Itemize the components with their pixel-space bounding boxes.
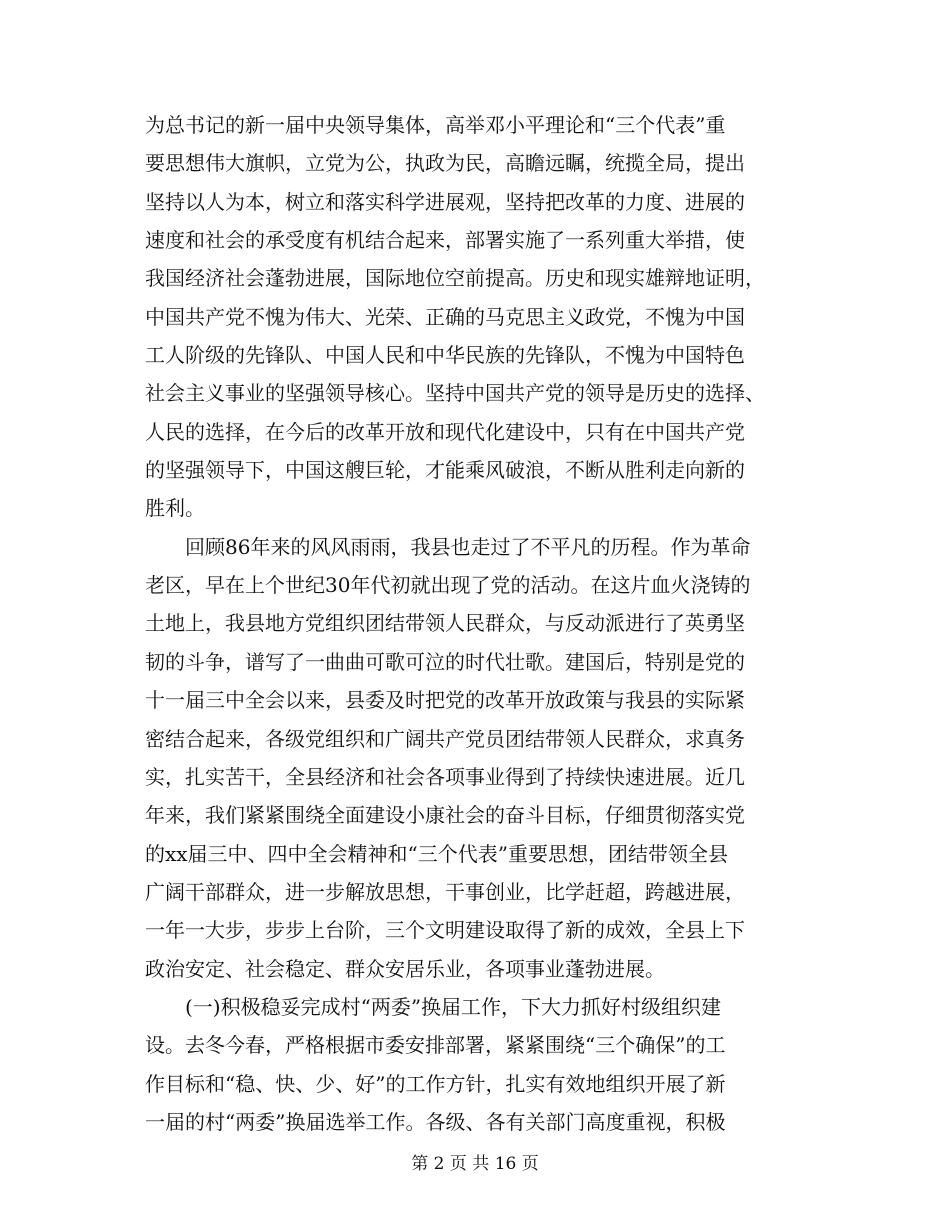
text-line: 中国共产党不愧为伟大、光荣、正确的马克思主义政党，不愧为中国 bbox=[145, 304, 745, 329]
text-line: 土地上，我县地方党组织团结带领人民群众，与反动派进行了英勇坚 bbox=[145, 611, 745, 636]
text-line: 密结合起来，各级党组织和广阔共产党员团结带领人民群众，求真务 bbox=[145, 726, 745, 751]
text-line: 一年一大步，步步上台阶，三个文明建设取得了新的成效，全县上下 bbox=[145, 918, 745, 943]
text-line: 胜利。 bbox=[145, 496, 205, 521]
text-line: 我国经济社会蓬勃进展，国际地位空前提高。历史和现实雄辩地证明， bbox=[145, 266, 765, 291]
text-line: 一届的村“两委”换届选举工作。各级、各有关部门高度重视，积极 bbox=[145, 1109, 726, 1134]
text-line: 人民的选择，在今后的改革开放和现代化建设中，只有在中国共产党 bbox=[145, 419, 745, 444]
text-line: 要思想伟大旗帜，立党为公，执政为民，高瞻远瞩，统揽全局，提出 bbox=[145, 151, 745, 176]
text-line: 的xx届三中、四中全会精神和“三个代表”重要思想，团结带领全县 bbox=[145, 841, 729, 866]
body-text bbox=[145, 106, 805, 1141]
text-line: 作目标和“稳、快、少、好”的工作方针，扎实有效地组织开展了新 bbox=[145, 1071, 726, 1096]
text-line: 坚持以人为本，树立和落实科学进展观，坚持把改革的力度、进展的 bbox=[145, 189, 745, 214]
text-line: 广阔干部群众，进一步解放思想，干事创业，比学赶超，跨越进展， bbox=[145, 879, 745, 904]
text-line: 回顾86年来的风风雨雨，我县也走过了不平凡的历程。作为革命 bbox=[145, 534, 751, 559]
text-line: 为总书记的新一届中央领导集体，高举邓小平理论和“三个代表”重 bbox=[145, 113, 726, 137]
text-line: 年来，我们紧紧围绕全面建设小康社会的奋斗目标，仔细贯彻落实党 bbox=[145, 803, 745, 828]
text-line: 设。去冬今春，严格根据市委安排部署，紧紧围绕“三个确保”的工 bbox=[145, 1033, 726, 1058]
text-line: 社会主义事业的坚强领导核心。坚持中国共产党的领导是历史的选择、 bbox=[145, 381, 765, 406]
text-line: 政治安定、社会稳定、群众安居乐业，各项事业蓬勃进展。 bbox=[145, 956, 665, 981]
text-line: 老区，早在上个世纪30年代初就出现了党的活动。在这片血火浇铸的 bbox=[145, 573, 751, 598]
text-line: 韧的斗争，谱写了一曲曲可歌可泣的时代壮歌。建国后，特别是党的 bbox=[145, 649, 745, 674]
text-line: 十一届三中全会以来，县委及时把党的改革开放政策与我县的实际紧 bbox=[145, 688, 745, 713]
text-line: 实，扎实苦干，全县经济和社会各项事业得到了持续快速进展。近几 bbox=[145, 764, 745, 789]
text-line: 工人阶级的先锋队、中国人民和中华民族的先锋队，不愧为中国特色 bbox=[145, 343, 745, 368]
text-line: 速度和社会的承受度有机结合起来，部署实施了一系列重大举措，使 bbox=[145, 228, 745, 253]
text-line: 的坚强领导下，中国这艘巨轮，才能乘风破浪，不断从胜利走向新的 bbox=[145, 458, 745, 483]
text-line: (一)积极稳妥完成村“两委”换届工作，下大力抓好村级组织建 bbox=[145, 994, 722, 1019]
page-number-footer: 第 2 页 共 16 页 bbox=[411, 1154, 539, 1174]
